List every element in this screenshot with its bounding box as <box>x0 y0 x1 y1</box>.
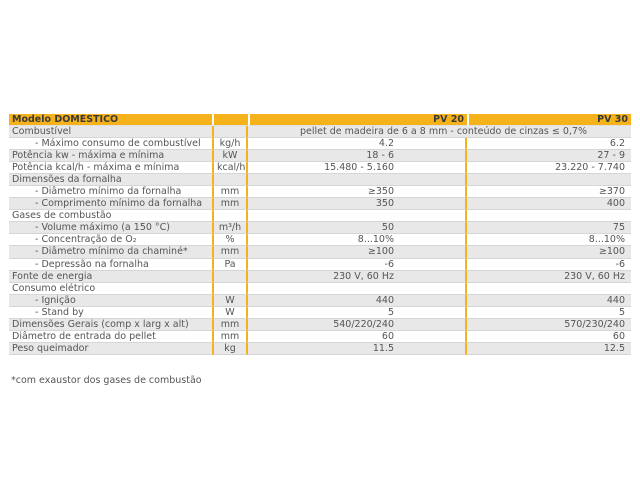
row-value-pv20: 350 <box>248 198 467 210</box>
table-row <box>9 307 631 319</box>
row-value-pv20: 540/220/240 <box>248 319 467 331</box>
row-value-pv20 <box>248 174 467 186</box>
table-row <box>9 138 631 150</box>
row-value-shared: pellet de madeira de 6 a 8 mm - conteúdo de cinzas ≤ 0,7% <box>248 126 631 138</box>
row-label: Gases de combustão <box>9 210 212 222</box>
row-value-pv20: 18 - 6 <box>248 150 467 162</box>
row-value-pv30: 60 <box>467 331 631 343</box>
row-unit: mm <box>212 198 248 210</box>
spec-table <box>9 114 631 355</box>
row-value-pv20: 230 V, 60 Hz <box>248 271 467 283</box>
table-row <box>9 271 631 283</box>
row-label: - Concentração de O₂ <box>9 234 212 246</box>
row-value-pv20: 5 <box>248 307 467 319</box>
row-unit: % <box>212 234 248 246</box>
table-row <box>9 295 631 307</box>
row-unit: kg <box>212 343 248 355</box>
row-value-pv30 <box>467 283 631 295</box>
row-label: - Diâmetro mínimo da fornalha <box>9 186 212 198</box>
row-value-pv20: 11.5 <box>248 343 467 355</box>
row-label: - Volume máximo (a 150 °C) <box>9 222 212 234</box>
table-row <box>9 246 631 258</box>
row-value-pv30: 23.220 - 7.740 <box>467 162 631 174</box>
row-label: Peso queimador <box>9 343 212 355</box>
row-value-pv30 <box>467 174 631 186</box>
table-row <box>9 174 631 186</box>
row-value-pv30: 230 V, 60 Hz <box>467 271 631 283</box>
row-label: Combustível <box>9 126 212 138</box>
row-label: - Diâmetro mínimo da chaminé* <box>9 246 212 258</box>
row-value-pv30: 8...10% <box>467 234 631 246</box>
table-row <box>9 222 631 234</box>
table-row <box>9 162 631 174</box>
row-unit <box>212 210 248 222</box>
row-unit <box>212 283 248 295</box>
table-row <box>9 331 631 343</box>
table-header <box>9 114 631 126</box>
row-label: Dimensões Gerais (comp x larg x alt) <box>9 319 212 331</box>
row-value-pv30: -6 <box>467 259 631 271</box>
row-unit <box>212 174 248 186</box>
row-value-pv30: 5 <box>467 307 631 319</box>
row-label: Consumo elétrico <box>9 283 212 295</box>
table-row <box>9 343 631 355</box>
row-unit: Pa <box>212 259 248 271</box>
table-row <box>9 210 631 222</box>
row-value-pv30: 27 - 9 <box>467 150 631 162</box>
row-value-pv20: -6 <box>248 259 467 271</box>
footnote: *com exaustor dos gases de combustão <box>11 375 202 386</box>
row-value-pv20: 8...10% <box>248 234 467 246</box>
row-label: Potência kcal/h - máxima e mínima <box>9 162 212 174</box>
row-value-pv20: 60 <box>248 331 467 343</box>
row-value-pv30 <box>467 210 631 222</box>
row-value-pv30: 570/230/240 <box>467 319 631 331</box>
row-label: - Máximo consumo de combustível <box>9 138 212 150</box>
row-label: Diâmetro de entrada do pellet <box>9 331 212 343</box>
row-value-pv30: ≥100 <box>467 246 631 258</box>
row-unit: kg/h <box>212 138 248 150</box>
row-value-pv20: 50 <box>248 222 467 234</box>
row-unit <box>212 271 248 283</box>
table-row <box>9 259 631 271</box>
row-value-pv20: 440 <box>248 295 467 307</box>
row-value-pv20: 15.480 - 5.160 <box>248 162 467 174</box>
table-row <box>9 283 631 295</box>
row-label: Potência kw - máxima e mínima <box>9 150 212 162</box>
row-unit: kcal/h <box>212 162 248 174</box>
row-value-pv30: 12.5 <box>467 343 631 355</box>
row-value-pv20: ≥350 <box>248 186 467 198</box>
row-unit: W <box>212 295 248 307</box>
row-value-pv30: 75 <box>467 222 631 234</box>
row-unit: W <box>212 307 248 319</box>
row-value-pv30: ≥370 <box>467 186 631 198</box>
table-body <box>9 126 631 355</box>
row-value-pv30: 6.2 <box>467 138 631 150</box>
row-value-pv20 <box>248 210 467 222</box>
model-label-header: Modelo DOMÉSTICO <box>9 114 212 126</box>
row-label: - Stand by <box>9 307 212 319</box>
table-row <box>9 319 631 331</box>
row-label: - Ignição <box>9 295 212 307</box>
unit-header <box>212 114 248 126</box>
pv30-header: PV 30 <box>467 114 631 126</box>
table-row <box>9 150 631 162</box>
row-value-pv20 <box>248 283 467 295</box>
row-unit: mm <box>212 319 248 331</box>
row-label: - Depressão na fornalha <box>9 259 212 271</box>
row-value-pv20: ≥100 <box>248 246 467 258</box>
row-label: Dimensões da fornalha <box>9 174 212 186</box>
table-row <box>9 234 631 246</box>
row-value-pv20: 4.2 <box>248 138 467 150</box>
row-label: - Comprimento mínimo da fornalha <box>9 198 212 210</box>
row-label: Fonte de energia <box>9 271 212 283</box>
table-row <box>9 186 631 198</box>
row-unit <box>212 126 248 138</box>
row-unit: mm <box>212 186 248 198</box>
table-row <box>9 198 631 210</box>
row-unit: mm <box>212 331 248 343</box>
row-value-pv30: 400 <box>467 198 631 210</box>
row-value-pv30: 440 <box>467 295 631 307</box>
row-unit: mm <box>212 246 248 258</box>
row-unit: m³/h <box>212 222 248 234</box>
row-unit: kW <box>212 150 248 162</box>
pv20-header: PV 20 <box>248 114 467 126</box>
table-row <box>9 126 631 138</box>
